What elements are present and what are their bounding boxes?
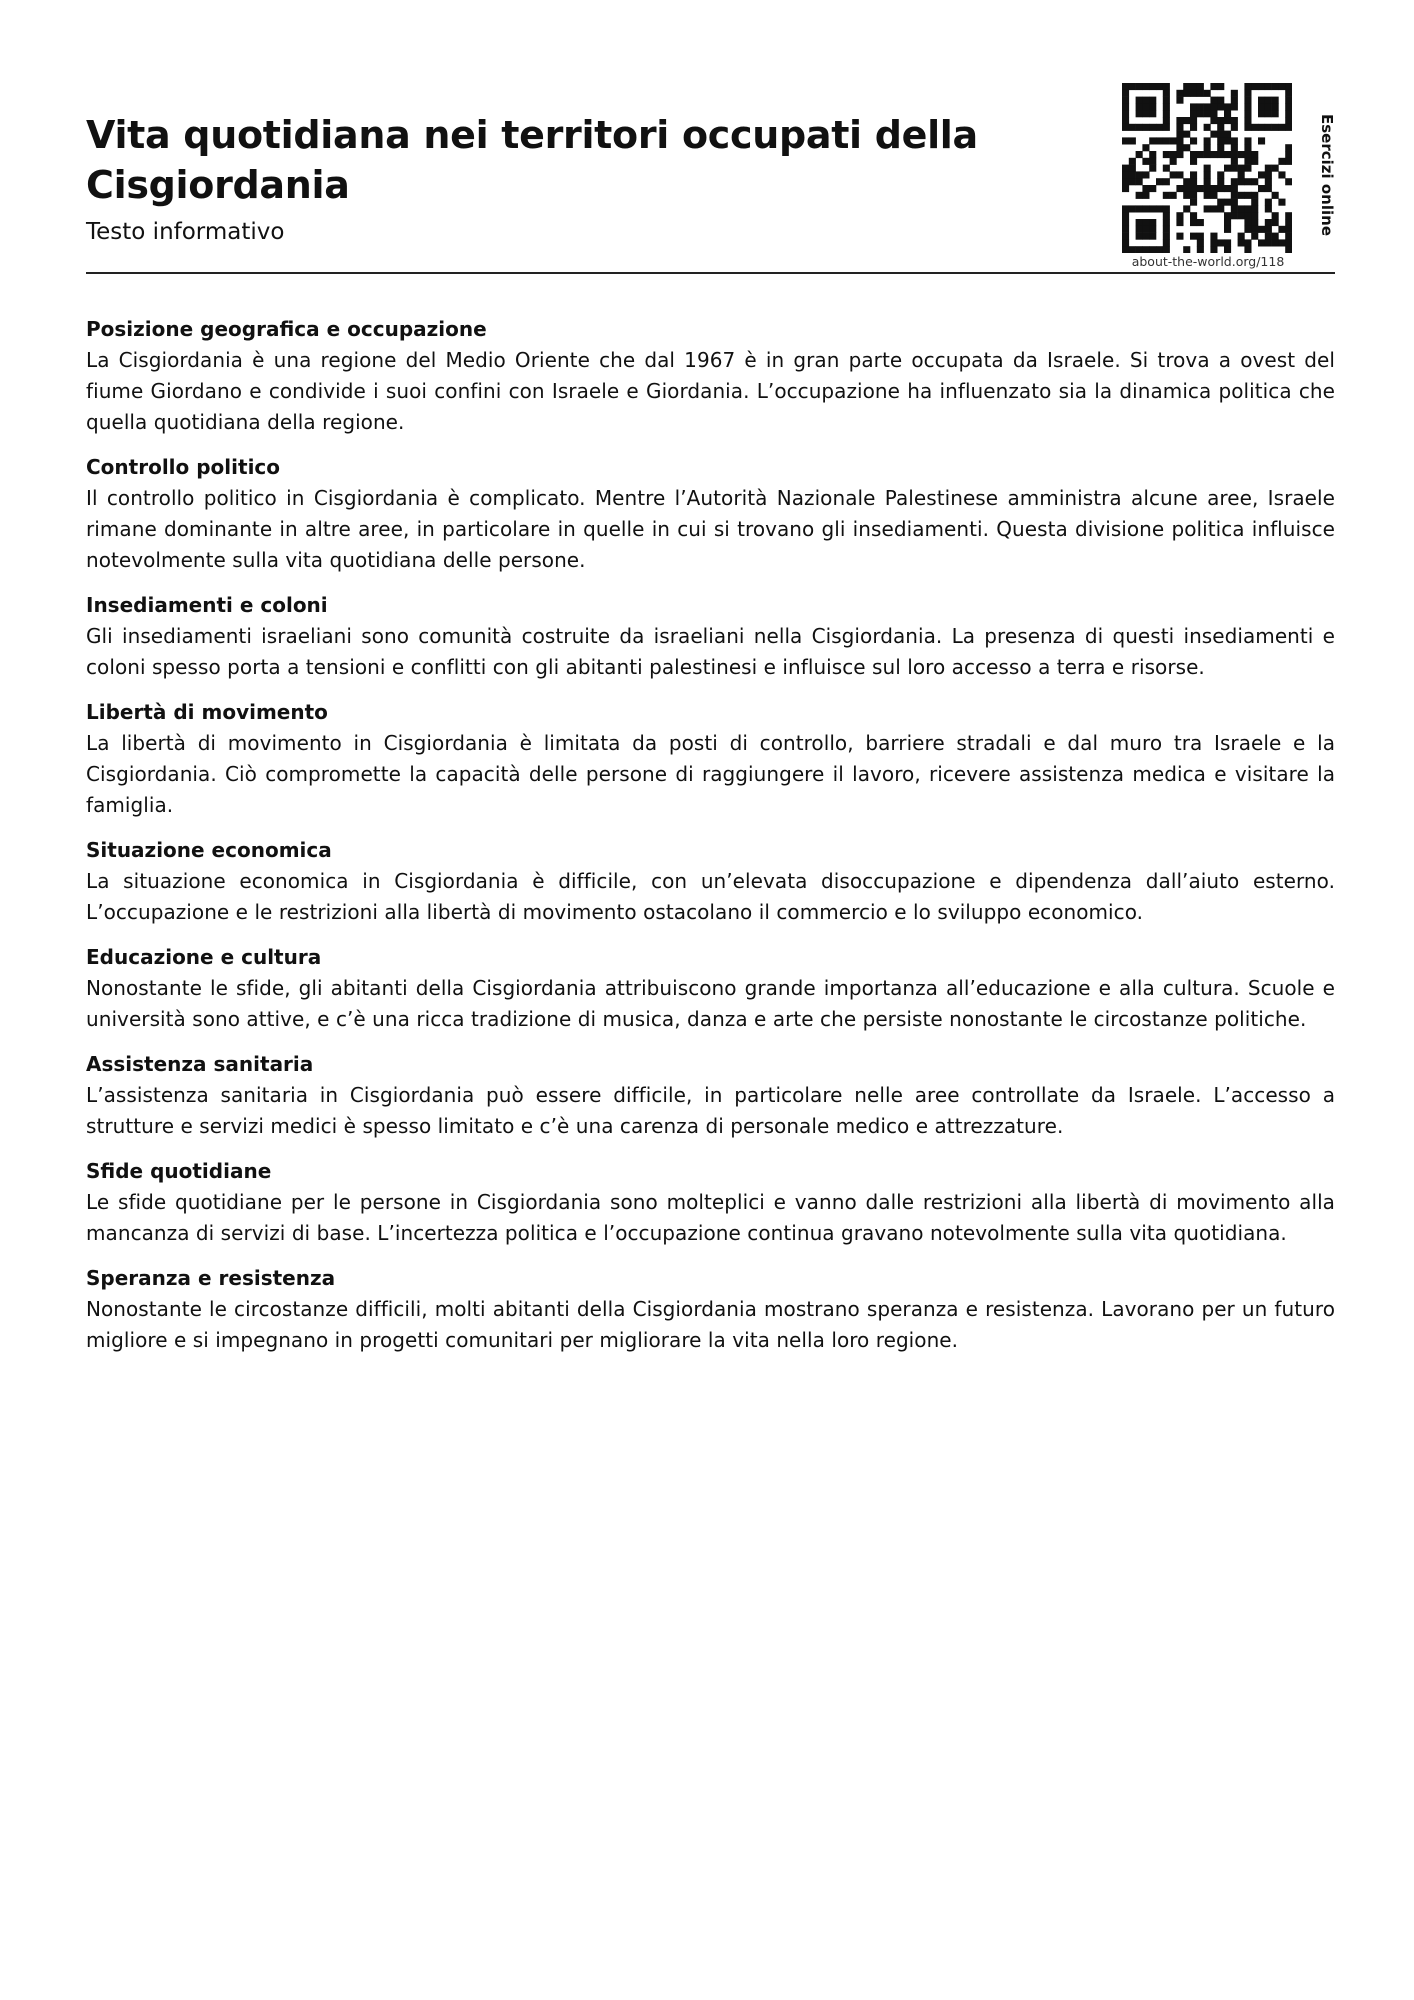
exercise-link[interactable]: about-the-world.org/118 bbox=[1131, 254, 1285, 269]
section-paragraph: Il controllo politico in Cisgiordania è complicato. Mentre l’Autorità Nazionale Palestinese amministra alcune aree, Israele rimane dominante in altre aree, in particolare in quelle in cui si trovano gli insediamenti. Questa divisione politica influisce notevolmente sulla vita quotidiana delle persone. bbox=[86, 486, 1335, 572]
section-heading: Libertà di movimento bbox=[86, 700, 328, 724]
section-daily-challenges bbox=[86, 1156, 1335, 1249]
section-geography bbox=[86, 314, 1335, 438]
section-education-culture bbox=[86, 942, 1335, 1035]
section-paragraph: La Cisgiordania è una regione del Medio Oriente che dal 1967 è in gran parte occupata da Israele. Si trova a ovest del fiume Giordano e condivide i suoi confini con Israele e Giordania. L’occupazione ha influenzato sia la dinamica politica che quella quotidiana della regione. bbox=[86, 348, 1335, 434]
page-subtitle: Testo informativo bbox=[86, 219, 285, 245]
section-paragraph: Le sfide quotidiane per le persone in Cisgiordania sono molteplici e vanno dalle restrizioni alla libertà di movimento alla mancanza di servizi di base. L’incertezza politica e l’occupazione continua gravano notevolmente sulla vita quotidiana. bbox=[86, 1190, 1335, 1245]
section-heading: Speranza e resistenza bbox=[86, 1266, 336, 1290]
section-paragraph: L’assistenza sanitaria in Cisgiordania può essere difficile, in particolare nelle aree controllate da Israele. L’accesso a strutture e servizi medici è spesso limitato e c’è una carenza di personale medico e attrezzature. bbox=[86, 1083, 1335, 1138]
section-settlements bbox=[86, 590, 1335, 683]
section-paragraph: Nonostante le circostanze difficili, molti abitanti della Cisgiordania mostrano speranza e resistenza. Lavorano per un futuro migliore e si impegnano in progetti comunitari per migliorare la vita nella loro regione. bbox=[86, 1297, 1335, 1352]
section-paragraph: La situazione economica in Cisgiordania è difficile, con un’elevata disoccupazione e dipendenza dall’aiuto esterno. L’occupazione e le restrizioni alla libertà di movimento ostacolano il commercio e lo sviluppo economico. bbox=[86, 869, 1335, 924]
section-heading: Sfide quotidiane bbox=[86, 1159, 272, 1183]
section-political-control bbox=[86, 452, 1335, 576]
section-freedom-of-movement bbox=[86, 697, 1335, 821]
section-heading: Controllo politico bbox=[86, 455, 281, 479]
section-heading: Situazione economica bbox=[86, 838, 332, 862]
section-heading: Insediamenti e coloni bbox=[86, 593, 328, 617]
page-title: Vita quotidiana nei territori occupati della Cisgiordania bbox=[86, 113, 978, 207]
online-exercises-label: Esercizi online bbox=[1318, 114, 1336, 236]
section-healthcare bbox=[86, 1049, 1335, 1142]
section-economy bbox=[86, 835, 1335, 928]
page-header bbox=[86, 100, 1335, 275]
section-paragraph: Gli insediamenti israeliani sono comunità costruite da israeliani nella Cisgiordania. La presenza di questi insediamenti e coloni spesso porta a tensioni e conflitti con gli abitanti palestinesi e influisce sul loro accesso a terra e risorse. bbox=[86, 624, 1335, 679]
qr-code-icon[interactable] bbox=[1122, 83, 1292, 253]
section-paragraph: Nonostante le sfide, gli abitanti della Cisgiordania attribuiscono grande importanza all’educazione e alla cultura. Scuole e università sono attive, e c’è una ricca tradizione di musica, danza e arte che persiste nonostante le circostanze politiche. bbox=[86, 976, 1335, 1031]
section-paragraph: La libertà di movimento in Cisgiordania è limitata da posti di controllo, barriere stradali e dal muro tra Israele e la Cisgiordania. Ciò compromette la capacità delle persone di raggiungere il lavoro, ricevere assistenza medica e visitare la famiglia. bbox=[86, 731, 1335, 817]
section-heading: Educazione e cultura bbox=[86, 945, 322, 969]
header-divider bbox=[86, 272, 1335, 274]
section-heading: Posizione geografica e occupazione bbox=[86, 317, 487, 341]
section-heading: Assistenza sanitaria bbox=[86, 1052, 314, 1076]
section-hope-resilience bbox=[86, 1263, 1335, 1356]
article-body bbox=[86, 314, 1335, 1370]
